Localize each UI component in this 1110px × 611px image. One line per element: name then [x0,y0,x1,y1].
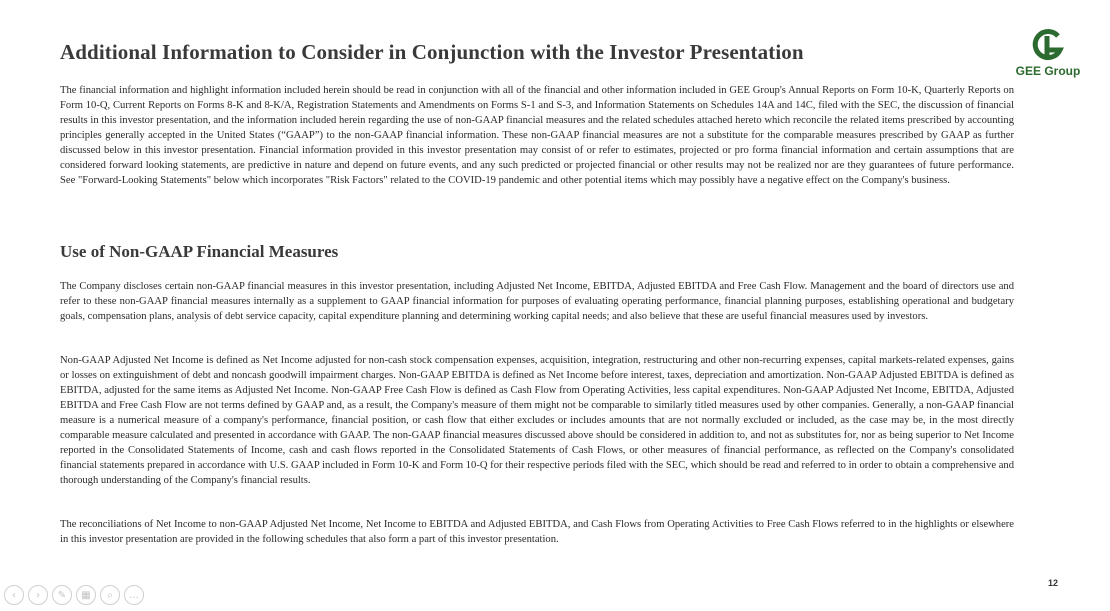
gee-group-logo-icon [1028,28,1068,64]
logo-text: GEE Group [1015,64,1081,78]
paragraph-non-gaap-definitions: Non-GAAP Adjusted Net Income is defined as Net Income adjusted for non-cash stock compensation expenses, acquisition, integration, restructuring and other non-recurring expenses, capital markets-related expenses, gains or losses on extinguishment of debt and noncash goodwill impairment charges. Non-GAAP EBITDA is defined as Net Income before interest, taxes, depreciation and amortization. Non-GAAP Adjusted EBITDA is defined as EBITDA, adjusted for the same items as Adjusted Net Income. Non-GAAP Free Cash Flow is defined as Cash Flow from Operating Activities, less capital expenditures. Non-GAAP Adjusted Net Income, EBITDA, Adjusted EBITDA and Free Cash Flow are not terms defined by GAAP and, as a result, the Company's measure of them might not be comparable to similarly titled measures used by other companies. Generally, a non-GAAP financial measure is a numerical measure of a company's performance, financial position, or cash flow that either excludes or includes amounts that are not normally excluded or included, as the case may be, in the most directly comparable measure calculated and presented in accordance with GAAP. The non-GAAP financial measures discussed above should be considered in addition to, and not as substitutes for, nor as being superior to Net Income reported in the Consolidated Statements of Income, cash and cash flows reported in the Consolidated Statements of Cash Flows, or other measures of financial performance, as reflected on the Company's consolidated financial statements prepared in accordance with U.S. GAAP included in Form 10-K and Form 10-Q for their respective periods filed with the SEC, which should be read and referred to in order to obtain a comprehensive and thorough understanding of the Company's financial results. [60,355,1014,486]
slide-sorter-button[interactable] [76,585,96,605]
section-heading: Use of Non-GAAP Financial Measures [60,242,339,261]
page-number: 12 [1048,578,1059,588]
page-title: Additional Information to Consider in Conjunction with the Investor Presentation [60,40,804,64]
chevron-right-icon: › [36,589,40,601]
pen-tool-button[interactable] [52,585,72,605]
paragraph-reconciliations: The reconciliations of Net Income to non-GAAP Adjusted Net Income, Net Income to EBITDA and Adjusted EBITDA, and Cash Flows from Operating Activities to Free Cash Flows referred to in the highlights or elsewhere in this investor presentation are provided in the following schedules that also form a part of this investor presentation. [60,519,1014,545]
previous-slide-button[interactable] [4,585,24,605]
grid-icon: ▦ [81,589,91,601]
slideshow-navigation [4,585,144,605]
chevron-left-icon: ‹ [12,589,16,601]
more-options-button[interactable] [124,585,144,605]
ellipsis-icon: … [129,589,139,601]
zoom-button[interactable] [100,585,120,605]
next-slide-button[interactable] [28,585,48,605]
pen-icon: ✎ [57,589,67,601]
intro-paragraph: The financial information and highlight information included herein should be read in conjunction with all of the financial and other information included in GEE Group's Annual Reports on Form 10-K, Quarterly Reports on Form 10-Q, Current Reports on Forms 8-K and 8-K/A, Registration Statements and Amendments on Forms S-1 and S-3, and Information Statements on Schedules 14A and 14C, filed with the SEC, the discussion of financial results in this investor presentation, and the information included herein regarding the use of non-GAAP financial measures and the related schedules attached hereto which reconcile the related items prescribed by accounting principles generally accepted in the United States (“GAAP”) to the non-GAAP financial information. These non-GAAP financial measures are not a substitute for the comparable measures prescribed by GAAP as further discussed below in this investor presentation. Financial information provided in this investor presentation may consist of or refer to estimates, projected or pro forma financial information and certain assumptions that are considered forward looking statements, are predictive in nature and depend on future events, and any such predicted or projected financial or other results may not be realized nor are they guarantees of future performance. See "Forward-Looking Statements" below which incorporates "Risk Factors" related to the COVID-19 pandemic and other potential items which may possibly have a negative effect on the Company's business. [60,85,1014,186]
magnifier-icon: ⌕ [107,589,113,601]
company-logo [1008,28,1088,82]
paragraph-non-gaap-overview: The Company discloses certain non-GAAP financial measures in this investor presentation, including Adjusted Net Income, EBITDA, Adjusted EBITDA and Free Cash Flow. Management and the board of directors use and refer to these non-GAAP financial measures internally as a supplement to GAAP financial information for purposes of evaluating operating performance, financial planning purposes, establishing operational and budgetary goals, compensation plans, analysis of debt service capacity, capital expenditure planning and determining working capital needs; and also believe that these are useful financial measures used by investors. [60,281,1014,322]
